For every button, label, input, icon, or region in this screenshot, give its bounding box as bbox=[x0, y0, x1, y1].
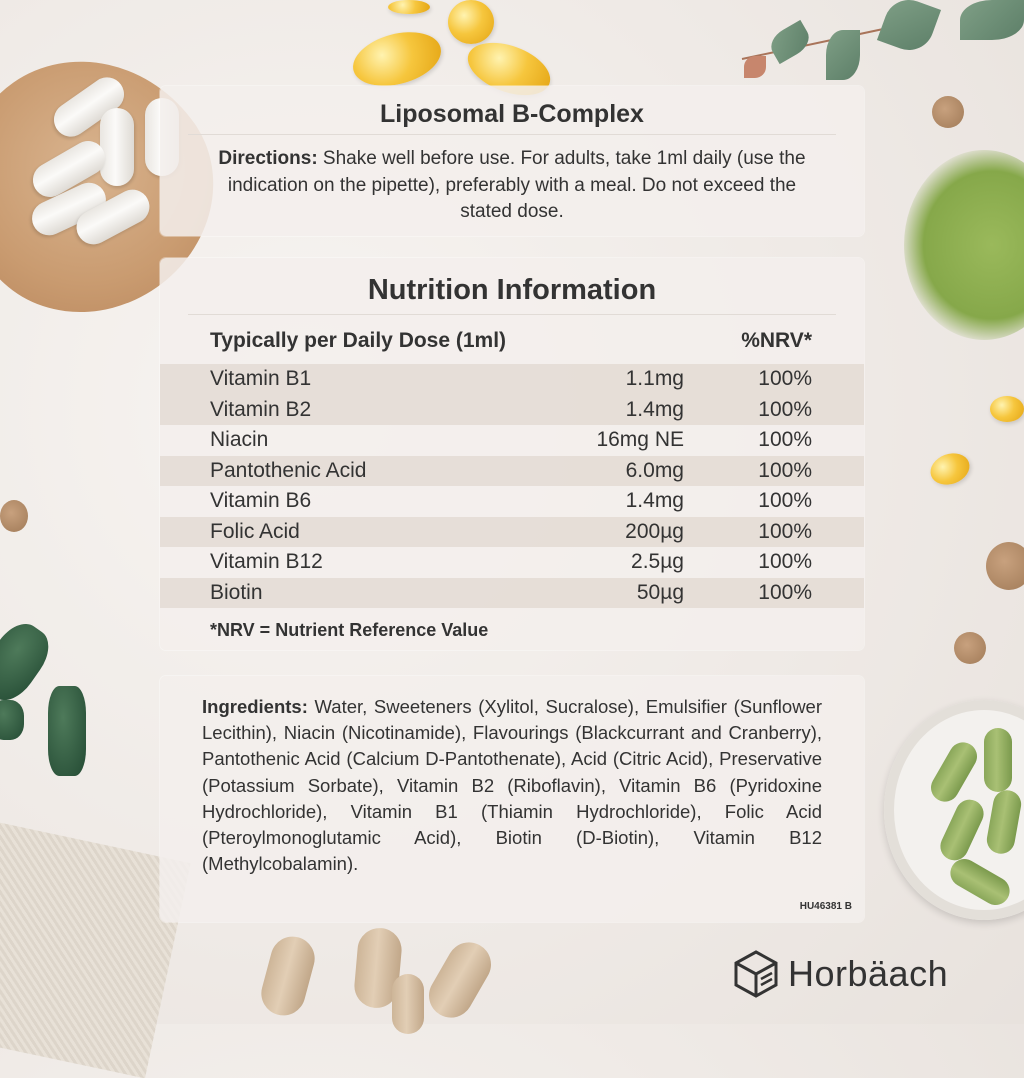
table-row bbox=[160, 578, 864, 609]
table-row bbox=[160, 456, 864, 487]
nutrition-table bbox=[160, 364, 864, 608]
nrv-header: %NRV* bbox=[741, 329, 812, 352]
nutrient-amount: 2.5µg bbox=[631, 550, 684, 573]
nutrient-name: Vitamin B2 bbox=[210, 397, 312, 421]
leaf-decoration bbox=[766, 20, 815, 64]
nutrient-nrv: 100% bbox=[758, 428, 812, 451]
leaf-decoration bbox=[826, 30, 860, 80]
tan-capsule-decoration bbox=[421, 934, 499, 1025]
nutrition-divider bbox=[188, 314, 836, 315]
ingredients-panel bbox=[160, 676, 864, 922]
softgel-decoration bbox=[388, 0, 430, 14]
nutrition-panel bbox=[160, 258, 864, 650]
leaf-decoration bbox=[877, 0, 941, 57]
spirulina-tablet-decoration bbox=[0, 700, 24, 740]
leaf-decoration bbox=[744, 56, 766, 78]
tan-pill-decoration bbox=[932, 96, 964, 128]
green-capsule-decoration bbox=[984, 728, 1012, 792]
nutrition-title: Nutrition Information bbox=[367, 274, 657, 306]
nutrient-name: Pantothenic Acid bbox=[210, 458, 367, 482]
nutrient-name: Vitamin B1 bbox=[210, 367, 312, 390]
tan-pill-decoration bbox=[0, 500, 28, 532]
product-code: HU46381 B bbox=[799, 901, 852, 912]
title-divider bbox=[188, 134, 836, 135]
nutrition-header bbox=[210, 329, 812, 357]
green-powder-decoration bbox=[904, 150, 1024, 340]
directions-label: Directions: bbox=[218, 148, 318, 169]
ingredients-text bbox=[202, 694, 822, 877]
spirulina-tablet-decoration bbox=[48, 686, 86, 776]
table-row bbox=[160, 517, 864, 548]
nrv-footnote: *NRV = Nutrient Reference Value bbox=[210, 620, 489, 640]
nutrient-name: Vitamin B12 bbox=[210, 550, 323, 573]
hexagon-cube-logo-icon bbox=[734, 950, 778, 998]
directions-text bbox=[200, 146, 824, 226]
nutrient-nrv: 100% bbox=[758, 397, 812, 421]
product-directions-panel bbox=[160, 86, 864, 236]
nutrient-nrv: 100% bbox=[758, 458, 812, 482]
ingredients-body: Water, Sweeteners (Xylitol, Sucralose), Emulsifier (Sunflower Lecithin), Niacin (Nicotinamide), Flavourings (Blackcurrant and Cranberry), Pantothenic Acid (Calcium D-Pantothenate), Acid (Citric Acid), Preservative (Potassium Sorbate), Vitamin B2 (Riboflavin), Vitamin B6 (Pyridoxine Hydrochloride), Vitamin B1 (Thiamin Hydrochloride), Folic Acid (Pteroylmonoglutamic Acid), Biotin (D-Biotin), Vitamin B12 (Methylcobalamin). bbox=[202, 696, 822, 875]
softgel-decoration bbox=[448, 0, 494, 44]
directions-body: Shake well before use. For adults, take 1ml daily (use the indication on the pipette), preferably with a meal. Do not exceed the stated dose. bbox=[227, 148, 806, 222]
softgel-decoration bbox=[926, 448, 974, 490]
nutrient-name: Folic Acid bbox=[210, 519, 300, 543]
brand-name: Horbäach bbox=[788, 953, 949, 994]
nutrient-name: Biotin bbox=[210, 580, 263, 604]
nutrient-amount: 50µg bbox=[636, 580, 684, 604]
dose-header: Typically per Daily Dose (1ml) bbox=[210, 329, 507, 352]
nutrient-amount: 6.0mg bbox=[625, 458, 684, 482]
ingredients-label: Ingredients: bbox=[202, 696, 308, 717]
table-row bbox=[160, 425, 864, 456]
product-title: Liposomal B-Complex bbox=[380, 100, 644, 128]
softgel-decoration bbox=[990, 396, 1024, 422]
nutrient-name: Vitamin B6 bbox=[210, 489, 312, 512]
nutrient-nrv: 100% bbox=[758, 580, 812, 604]
nutrient-amount: 200µg bbox=[625, 519, 684, 543]
nutrient-nrv: 100% bbox=[758, 519, 812, 543]
nutrient-amount: 1.4mg bbox=[625, 397, 684, 421]
tan-pill-decoration bbox=[954, 632, 986, 664]
softgel-decoration bbox=[347, 23, 447, 95]
table-row bbox=[160, 547, 864, 578]
leaf-decoration bbox=[960, 0, 1024, 40]
white-capsule-decoration bbox=[100, 108, 134, 186]
brand-logo bbox=[734, 949, 948, 999]
nutrient-amount: 1.4mg bbox=[625, 489, 684, 512]
nutrient-name: Niacin bbox=[210, 428, 269, 451]
nutrient-amount: 1.1mg bbox=[625, 367, 684, 390]
nutrient-nrv: 100% bbox=[758, 550, 812, 573]
tan-pill-decoration bbox=[986, 542, 1024, 590]
table-row bbox=[160, 486, 864, 517]
table-row bbox=[160, 395, 864, 426]
nutrient-nrv: 100% bbox=[758, 489, 812, 512]
tan-capsule-decoration bbox=[392, 974, 424, 1034]
nutrient-amount: 16mg NE bbox=[596, 428, 684, 451]
tan-capsule-decoration bbox=[256, 932, 319, 1021]
nutrient-nrv: 100% bbox=[758, 367, 812, 390]
table-row bbox=[160, 364, 864, 395]
